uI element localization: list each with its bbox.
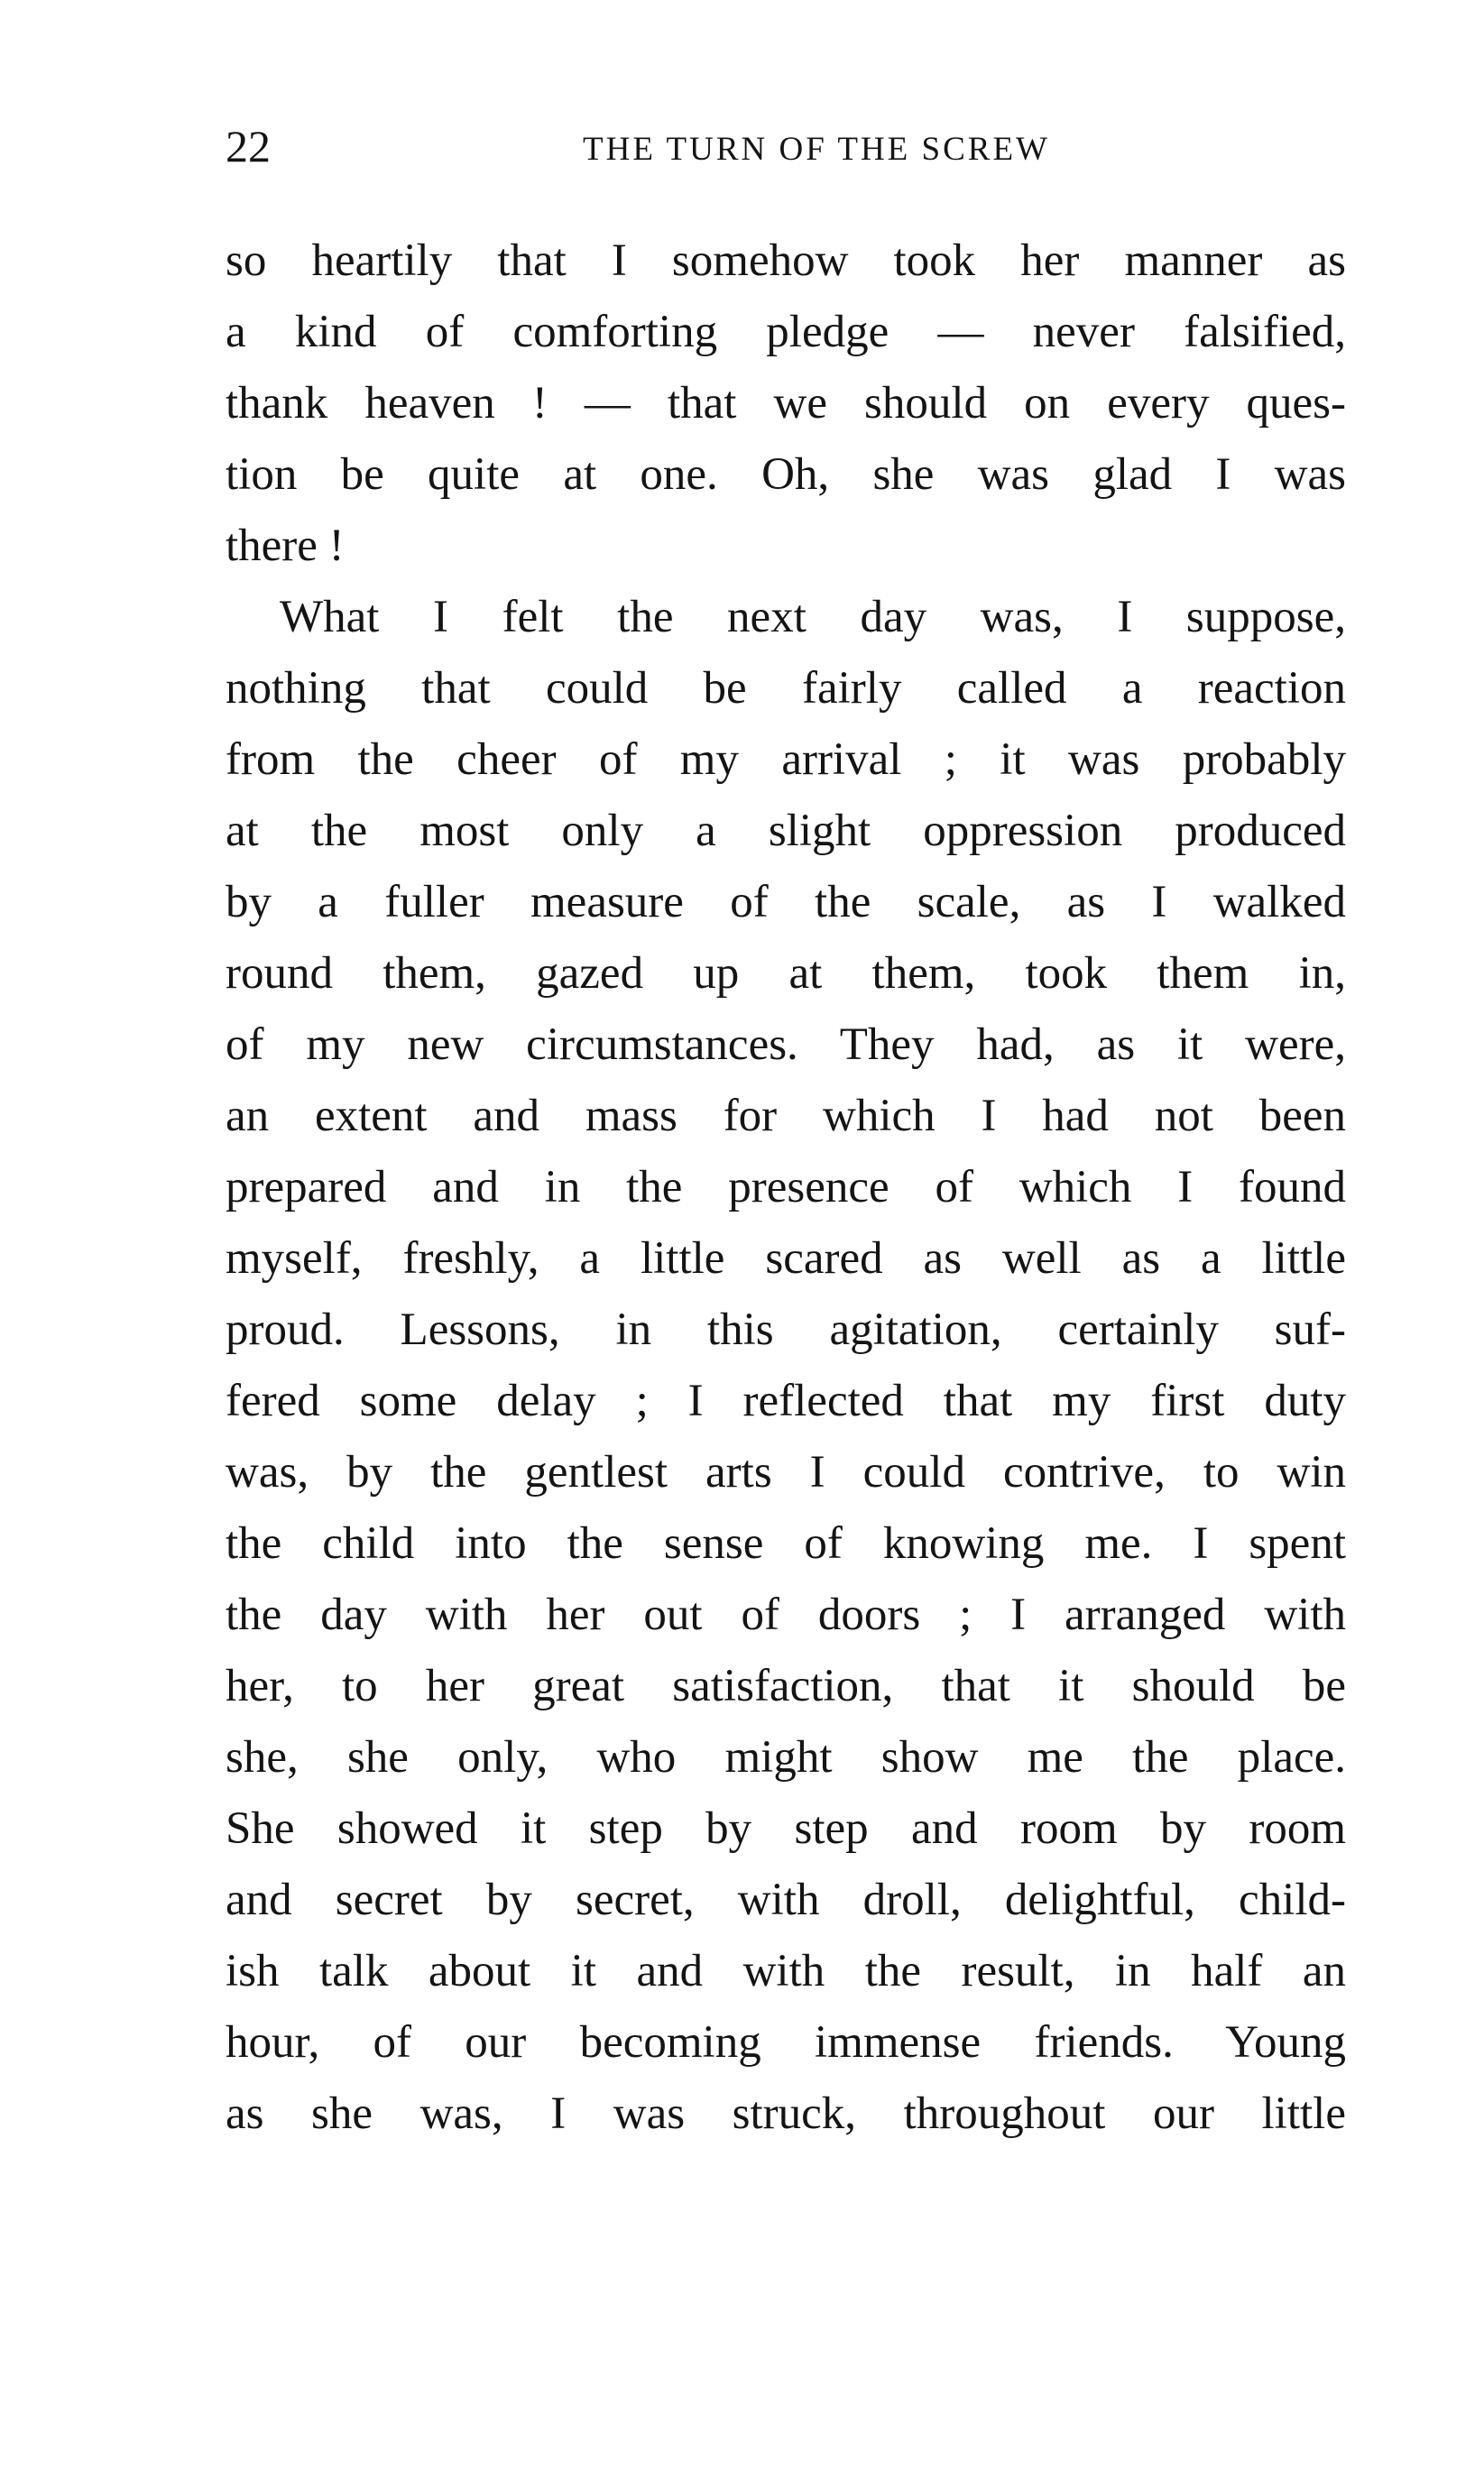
text-line: tion be quite at one. Oh, she was glad I was — [226, 449, 1346, 500]
text-line: prepared and in the presence of which I found — [226, 1162, 1346, 1212]
text-line: the child into the sense of knowing me. I spent — [226, 1518, 1346, 1569]
text-line: a kind of comforting pledge — never falsified, — [226, 307, 1346, 357]
text-line: She showed it step by step and room by room — [226, 1803, 1346, 1854]
text-line: What I felt the next day was, I suppose, — [280, 592, 1346, 642]
text-line: her, to her great satisfaction, that it should be — [226, 1661, 1346, 1711]
text-line: proud. Lessons, in this agitation, certainly suf- — [226, 1304, 1346, 1355]
text-line: she, she only, who might show me the place. — [226, 1732, 1346, 1783]
text-line: was, by the gentlest arts I could contrive, to win — [226, 1447, 1346, 1498]
text-line: as she was, I was struck, throughout our little — [226, 2088, 1346, 2139]
text-line: there ! — [226, 521, 345, 571]
text-line: and secret by secret, with droll, delightful, child- — [226, 1875, 1346, 1925]
text-line: from the cheer of my arrival ; it was probably — [226, 734, 1346, 785]
text-line: nothing that could be fairly called a reaction — [226, 663, 1346, 714]
text-line: round them, gazed up at them, took them in, — [226, 948, 1346, 999]
page-number: 22 — [226, 121, 271, 171]
text-line: ish talk about it and with the result, in half an — [226, 1946, 1346, 1996]
text-line: thank heaven ! — that we should on every ques- — [226, 378, 1346, 429]
text-line: hour, of our becoming immense friends. Young — [226, 2017, 1346, 2068]
text-line: an extent and mass for which I had not been — [226, 1091, 1346, 1141]
text-line: fered some delay ; I reflected that my first duty — [226, 1376, 1346, 1426]
body-text — [226, 226, 1346, 2150]
text-line: by a fuller measure of the scale, as I walked — [226, 877, 1346, 927]
text-line: of my new circumstances. They had, as it were, — [226, 1019, 1346, 1070]
running-title: THE TURN OF THE SCREW — [583, 131, 1050, 168]
text-line: at the most only a slight oppression produced — [226, 806, 1346, 856]
text-line: myself, freshly, a little scared as well as a little — [226, 1233, 1346, 1284]
page-header — [226, 119, 1362, 173]
text-line: the day with her out of doors ; I arranged with — [226, 1590, 1346, 1640]
text-line: so heartily that I somehow took her manner as — [226, 235, 1346, 286]
